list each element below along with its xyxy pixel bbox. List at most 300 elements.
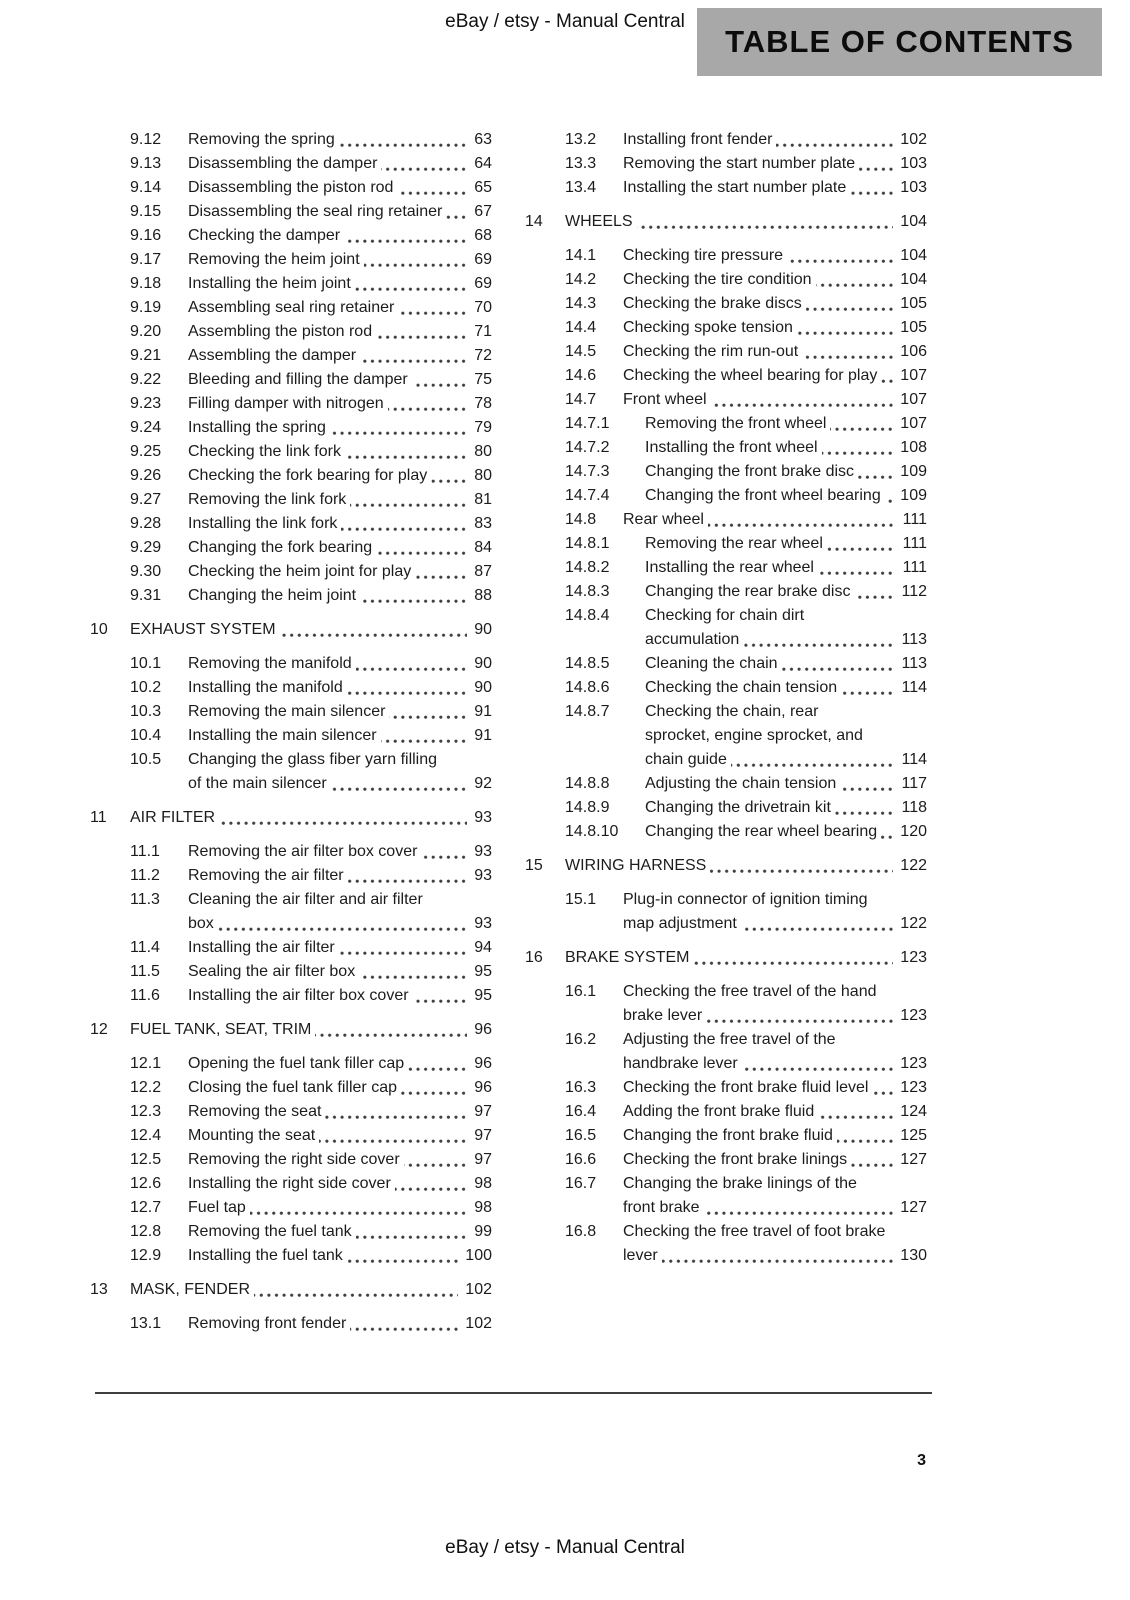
toc-entry (525, 820, 927, 844)
toc-entry (90, 368, 492, 392)
toc-entry (90, 536, 492, 560)
toc-entry-number: 10.1 (130, 655, 162, 672)
toc-entry-title: Checking spoke tension (623, 319, 797, 336)
toc-entry (90, 224, 492, 248)
toc-entry-page: 107 (893, 364, 927, 388)
toc-entry-title: Installing the front wheel (645, 439, 822, 456)
toc-entry-number: 9.30 (130, 563, 162, 580)
toc-entry-title: Changing the front brake disc (645, 463, 858, 480)
toc-entry (90, 1124, 492, 1148)
toc-entry-page: 100 (458, 1244, 492, 1268)
toc-entry-number: 9.26 (130, 467, 162, 484)
toc-entry-page: 94 (467, 936, 492, 960)
toc-entry-page: 112 (894, 580, 927, 604)
toc-entry-body (645, 820, 927, 844)
toc-entry-body (188, 248, 492, 272)
toc-entry-body (188, 676, 492, 700)
toc-entry (525, 176, 927, 200)
toc-entry-body (565, 946, 927, 970)
toc-entry (90, 1076, 492, 1100)
toc-entry-body (188, 984, 492, 1008)
toc-entry-body (188, 344, 492, 368)
toc-entry-number: 14.7.1 (565, 415, 610, 432)
toc-entry-page: 97 (467, 1100, 492, 1124)
toc-entry-body (623, 508, 927, 532)
toc-entry-page: 80 (467, 464, 492, 488)
toc-entry-page: 113 (894, 628, 927, 652)
toc-entry (525, 210, 927, 234)
toc-entry-title: Closing the fuel tank filler cap (188, 1079, 401, 1096)
toc-entry (90, 1052, 492, 1076)
toc-entry-page: 111 (896, 508, 927, 532)
toc-entry-number: 14.8.2 (565, 559, 610, 576)
toc-entry (525, 388, 927, 412)
toc-entry-page: 97 (467, 1124, 492, 1148)
toc-entry-title: Changing the fork bearing (188, 539, 376, 556)
toc-entry (525, 412, 927, 436)
toc-entry-body (623, 388, 927, 412)
toc-entry-body (623, 292, 927, 316)
toc-entry-title: Removing the air filter box cover (188, 843, 421, 860)
toc-entry-body (188, 176, 492, 200)
toc-entry-number: 12.5 (130, 1151, 162, 1168)
toc-entry-body (188, 724, 492, 748)
toc-entry-title: Installing the main silencer (188, 727, 381, 744)
footer-watermark: eBay / etsy - Manual Central (445, 1537, 685, 1558)
toc-entry-title: Checking the front brake fluid level (623, 1079, 872, 1096)
toc-entry-body (623, 1220, 927, 1268)
toc-entry-page: 69 (467, 272, 492, 296)
toc-entry-title: WIRING HARNESS (565, 857, 710, 874)
toc-entry (525, 436, 927, 460)
toc-entry (525, 364, 927, 388)
toc-entry-body (188, 700, 492, 724)
toc-entry-number: 9.15 (130, 203, 162, 220)
toc-entry-number: 16.4 (565, 1103, 597, 1120)
toc-entry (525, 556, 927, 580)
toc-entry-body (565, 854, 927, 878)
toc-entry-body (130, 618, 492, 642)
toc-entry-page: 108 (893, 436, 927, 460)
toc-entry-body (645, 796, 927, 820)
toc-entry-number: 12.2 (130, 1079, 162, 1096)
toc-entry-title: Changing the rear wheel bearing (645, 823, 881, 840)
toc-entry-body (623, 316, 927, 340)
toc-entry-page: 127 (893, 1148, 927, 1172)
toc-entry-body (130, 1278, 492, 1302)
toc-entry-page: 75 (467, 368, 492, 392)
toc-entry-body (623, 152, 927, 176)
toc-entry-page: 123 (893, 1076, 927, 1100)
footer-rule (95, 1392, 932, 1394)
toc-entry-body (188, 272, 492, 296)
toc-entry (525, 1220, 927, 1268)
toc-entry-number: 16.8 (565, 1223, 597, 1240)
toc-entry (525, 888, 927, 936)
toc-entry (90, 888, 492, 936)
toc-entry-page: 98 (467, 1196, 492, 1220)
toc-entry-number: 12.1 (130, 1055, 162, 1072)
page-title: TABLE OF CONTENTS (725, 24, 1074, 59)
toc-entry-title: Removing the fuel tank (188, 1223, 356, 1240)
toc-entry-title: Installing the spring (188, 419, 330, 436)
toc-entry-title: FUEL TANK, SEAT, TRIM (130, 1021, 315, 1038)
toc-entry-page: 125 (893, 1124, 927, 1148)
toc-entry-body (623, 1028, 927, 1076)
toc-entry-page: 106 (893, 340, 927, 364)
toc-entry (90, 1100, 492, 1124)
toc-entry-body (188, 840, 492, 864)
toc-entry (90, 440, 492, 464)
toc-entry (525, 340, 927, 364)
toc-entry-title: Opening the fuel tank filler cap (188, 1055, 408, 1072)
toc-entry-page: 104 (893, 244, 927, 268)
toc-column-right (525, 128, 927, 1336)
toc-entry-number: 12.4 (130, 1127, 162, 1144)
toc-entry-body (645, 652, 927, 676)
toc-entry-title: Installing the air filter box cover (188, 987, 413, 1004)
toc-entry-number: 10.4 (130, 727, 162, 744)
toc-entry (90, 984, 492, 1008)
toc-entry-number: 14.4 (565, 319, 597, 336)
toc-entry-title: Checking the chain tension (645, 679, 841, 696)
toc-entry-page: 113 (894, 652, 927, 676)
toc-entry-page: 109 (893, 484, 927, 508)
toc-entry (90, 128, 492, 152)
toc-entry (525, 532, 927, 556)
toc-entry (525, 244, 927, 268)
toc-entry-body (130, 1018, 492, 1042)
toc-entry (525, 1148, 927, 1172)
toc-entry-number: 12 (90, 1021, 108, 1038)
toc-entry (525, 152, 927, 176)
toc-entry-title: Adjusting the free travel of the handbrake lever (623, 1031, 836, 1072)
toc-entry-page: 97 (467, 1148, 492, 1172)
toc-entry-number: 11.4 (130, 939, 160, 956)
toc-entry-title: Removing the air filter (188, 867, 348, 884)
toc-entry (90, 676, 492, 700)
toc-entry-page: 118 (894, 796, 927, 820)
toc-entry-number: 9.28 (130, 515, 162, 532)
toc-entry-body (645, 532, 927, 556)
toc-entry-body (623, 364, 927, 388)
toc-entry-body (623, 244, 927, 268)
toc-entry (525, 796, 927, 820)
toc-entry-title: Adding the front brake fluid (623, 1103, 818, 1120)
toc-entry-title: Rear wheel (623, 511, 708, 528)
toc-entry-number: 16.5 (565, 1127, 597, 1144)
toc-entry-number: 9.17 (130, 251, 162, 268)
toc-entry-page: 72 (467, 344, 492, 368)
toc-entry-number: 13.2 (565, 131, 597, 148)
toc-entry-body (623, 128, 927, 152)
toc-entry-page: 63 (467, 128, 492, 152)
toc-entry-body (188, 1172, 492, 1196)
toc-entry (90, 392, 492, 416)
toc-entry-page: 95 (467, 984, 492, 1008)
toc-entry-page: 90 (467, 652, 492, 676)
toc-entry-page: 90 (467, 676, 492, 700)
toc-entry-number: 14.8.9 (565, 799, 610, 816)
toc-entry-body (188, 200, 492, 224)
toc-entry (90, 464, 492, 488)
toc-entry-number: 14.8.4 (565, 607, 610, 624)
toc-entry-page: 130 (893, 1244, 927, 1268)
toc-entry-body (188, 960, 492, 984)
toc-entry-number: 15.1 (565, 891, 597, 908)
toc-entry-number: 9.12 (130, 131, 162, 148)
toc-entry-page: 96 (467, 1052, 492, 1076)
header-watermark: eBay / etsy - Manual Central (445, 11, 685, 32)
toc-entry-page: 103 (893, 152, 927, 176)
toc-entry-page: 93 (467, 840, 492, 864)
toc-entry-number: 9.14 (130, 179, 162, 196)
toc-entry-body (188, 416, 492, 440)
toc-entry-number: 14.1 (565, 247, 597, 264)
toc-entry-title: Cleaning the chain (645, 655, 782, 672)
toc-entry-title: Removing the spring (188, 131, 339, 148)
toc-entry (90, 806, 492, 830)
toc-entry-title: Installing the air filter (188, 939, 339, 956)
toc-entry-page: 102 (458, 1278, 492, 1302)
toc-entry-page: 104 (893, 210, 927, 234)
toc-entry-title: Fuel tap (188, 1199, 250, 1216)
toc-entry-title: Assembling the piston rod (188, 323, 376, 340)
toc-entry-page: 65 (467, 176, 492, 200)
toc-entry-number: 10.3 (130, 703, 162, 720)
toc-entry-title: Front wheel (623, 391, 711, 408)
toc-entry-number: 11.2 (130, 867, 160, 884)
toc-entry-body (645, 772, 927, 796)
toc-entry-number: 12.9 (130, 1247, 162, 1264)
toc-entry-number: 12.8 (130, 1223, 162, 1240)
toc-entry-number: 14.8.8 (565, 775, 610, 792)
toc-entry (90, 320, 492, 344)
toc-entry-title: Changing the front brake fluid (623, 1127, 837, 1144)
toc-entry-page: 123 (893, 946, 927, 970)
toc-entry-number: 14.8.1 (565, 535, 610, 552)
toc-entry-number: 14.8.10 (565, 823, 619, 840)
toc-entry-number: 12.6 (130, 1175, 162, 1192)
toc-entry (525, 268, 927, 292)
toc-entry-body (645, 580, 927, 604)
toc-entry (525, 604, 927, 652)
toc-entry-number: 11.5 (130, 963, 160, 980)
toc-entry-number: 10.5 (130, 751, 162, 768)
toc-entry-title: Removing the link fork (188, 491, 350, 508)
toc-entry-body (645, 412, 927, 436)
toc-entry-title: Changing the heim joint (188, 587, 360, 604)
toc-entry-number: 16 (525, 949, 543, 966)
toc-entry (90, 1278, 492, 1302)
toc-entry (90, 1148, 492, 1172)
toc-entry-page: 93 (467, 806, 492, 830)
toc-entry-page: 95 (467, 960, 492, 984)
toc-entry-title: Checking the damper (188, 227, 344, 244)
toc-entry (525, 292, 927, 316)
toc-entry-page: 93 (467, 912, 492, 936)
toc-entry-number: 15 (525, 857, 543, 874)
toc-entry-title: Installing the start number plate (623, 179, 850, 196)
toc-entry-number: 10.2 (130, 679, 162, 696)
toc-entry-page: 93 (467, 864, 492, 888)
toc-entry-title: Removing the start number plate (623, 155, 859, 172)
toc-entry (525, 1172, 927, 1220)
toc-entry-title: Changing the front wheel bearing (645, 487, 885, 504)
toc-entry-number: 12.7 (130, 1199, 162, 1216)
toc-entry-body (645, 676, 927, 700)
toc-entry-title: Disassembling the damper (188, 155, 381, 172)
toc-entry-number: 9.23 (130, 395, 162, 412)
toc-entry-body (188, 392, 492, 416)
toc-entry-body (623, 1076, 927, 1100)
toc-entry (90, 960, 492, 984)
toc-entry-page: 104 (893, 268, 927, 292)
toc-entry-title: Checking the heim joint for play (188, 563, 415, 580)
toc-entry (525, 1028, 927, 1076)
toc-entry-title: Installing the manifold (188, 679, 347, 696)
toc-entry-title: Installing the right side cover (188, 1175, 395, 1192)
toc-entry-body (188, 488, 492, 512)
toc-entry-body (188, 1220, 492, 1244)
toc-entry-page: 92 (467, 772, 492, 796)
toc-entry (525, 460, 927, 484)
toc-entry-body (645, 556, 927, 580)
toc-entry-page: 71 (467, 320, 492, 344)
toc-entry-body (188, 464, 492, 488)
toc-entry-number: 10 (90, 621, 108, 638)
toc-entry (525, 854, 927, 878)
toc-entry-page: 84 (467, 536, 492, 560)
toc-entry-body (623, 268, 927, 292)
toc-entry-number: 14.7.2 (565, 439, 610, 456)
toc-entry-number: 9.13 (130, 155, 162, 172)
toc-entry-title: Installing the link fork (188, 515, 341, 532)
toc-entry (90, 864, 492, 888)
toc-entry-body (645, 436, 927, 460)
toc-entry-body (623, 980, 927, 1028)
toc-entry-number: 14.3 (565, 295, 597, 312)
toc-entry-title: Assembling the damper (188, 347, 360, 364)
toc-entry-page: 70 (467, 296, 492, 320)
toc-entry-number: 14 (525, 213, 543, 230)
toc-entry-body (188, 320, 492, 344)
toc-entry-title: Installing the rear wheel (645, 559, 818, 576)
toc-entry-number: 9.22 (130, 371, 162, 388)
toc-entry-body (188, 1052, 492, 1076)
toc-entry-title: MASK, FENDER (130, 1281, 254, 1298)
toc-entry-number: 16.6 (565, 1151, 597, 1168)
toc-entry-body (188, 224, 492, 248)
toc-entry-number: 9.27 (130, 491, 162, 508)
toc-entry-number: 16.7 (565, 1175, 597, 1192)
toc-entry (90, 700, 492, 724)
toc-title-banner (697, 8, 1102, 76)
toc-entry-number: 9.25 (130, 443, 162, 460)
toc-entry-number: 14.8.3 (565, 583, 610, 600)
toc-entry-body (623, 1172, 927, 1220)
toc-entry (525, 1124, 927, 1148)
toc-entry-title: Checking the chain, rear sprocket, engine sprocket, and chain guide (645, 703, 863, 768)
toc-entry-body (188, 1148, 492, 1172)
toc-entry-body (188, 936, 492, 960)
toc-entry-page: 114 (894, 676, 927, 700)
toc-entry-title: Bleeding and filling the damper (188, 371, 412, 388)
toc-entry-page: 122 (893, 912, 927, 936)
toc-entry-number: 9.19 (130, 299, 162, 316)
toc-entry-title: Removing the main silencer (188, 703, 389, 720)
toc-entry-page: 102 (458, 1312, 492, 1336)
toc-entry-page: 114 (894, 748, 927, 772)
toc-entry-number: 14.8 (565, 511, 597, 528)
toc-entry-page: 109 (893, 460, 927, 484)
toc-entry-page: 111 (896, 556, 927, 580)
toc-entry-title: Disassembling the piston rod (188, 179, 397, 196)
toc-entry (90, 272, 492, 296)
toc-entry-body (130, 806, 492, 830)
toc-entry-page: 107 (893, 412, 927, 436)
toc-entry-page: 98 (467, 1172, 492, 1196)
toc-entry-number: 14.8.7 (565, 703, 610, 720)
toc-entry-body (645, 460, 927, 484)
toc-entry-body (188, 536, 492, 560)
toc-entry-body (188, 368, 492, 392)
toc-entry-body (645, 484, 927, 508)
toc-entry-number: 13 (90, 1281, 108, 1298)
toc-entry-body (188, 1196, 492, 1220)
toc-entry-title: Cleaning the air filter and air filter box (188, 891, 423, 932)
toc-entry (525, 128, 927, 152)
toc-entry-title: Checking the free travel of the hand brake lever (623, 983, 877, 1024)
toc-entry-number: 14.7 (565, 391, 597, 408)
toc-entry (90, 152, 492, 176)
toc-entry-title: Installing the fuel tank (188, 1247, 347, 1264)
toc-entry-page: 124 (893, 1100, 927, 1124)
toc-entry (525, 652, 927, 676)
toc-entry-title: WHEELS (565, 213, 637, 230)
toc-entry (525, 1100, 927, 1124)
toc-entry-title: Removing the heim joint (188, 251, 364, 268)
toc-entry-title: Changing the brake linings of the front brake (623, 1175, 857, 1216)
toc-entry-title: Adjusting the chain tension (645, 775, 840, 792)
toc-entry-page: 78 (467, 392, 492, 416)
toc-entry-number: 11.6 (130, 987, 160, 1004)
toc-entry-title: Filling damper with nitrogen (188, 395, 388, 412)
toc-entry (90, 488, 492, 512)
toc-entry-page: 88 (467, 584, 492, 608)
toc-entry-page: 87 (467, 560, 492, 584)
toc-entry-body (188, 1076, 492, 1100)
toc-entry (90, 840, 492, 864)
toc-entry-page: 96 (467, 1018, 492, 1042)
toc-entry (90, 724, 492, 748)
toc-entry-number: 16.2 (565, 1031, 597, 1048)
toc-entry (525, 508, 927, 532)
toc-entry-title: Removing the front wheel (645, 415, 830, 432)
toc-entry-body (188, 888, 492, 936)
toc-entry (525, 484, 927, 508)
toc-entry-number: 11.3 (130, 891, 160, 908)
toc-entry-title: Checking the free travel of foot brake lever (623, 1223, 886, 1264)
toc-entry-title: Plug-in connector of ignition timing map adjustment (623, 891, 868, 932)
toc-entry-number: 14.8.5 (565, 655, 610, 672)
toc-column-left (90, 128, 492, 1336)
toc-entry (90, 248, 492, 272)
toc-entry-number: 14.2 (565, 271, 597, 288)
toc-entry (90, 560, 492, 584)
toc-entry-body (645, 604, 927, 652)
toc-entry (525, 580, 927, 604)
